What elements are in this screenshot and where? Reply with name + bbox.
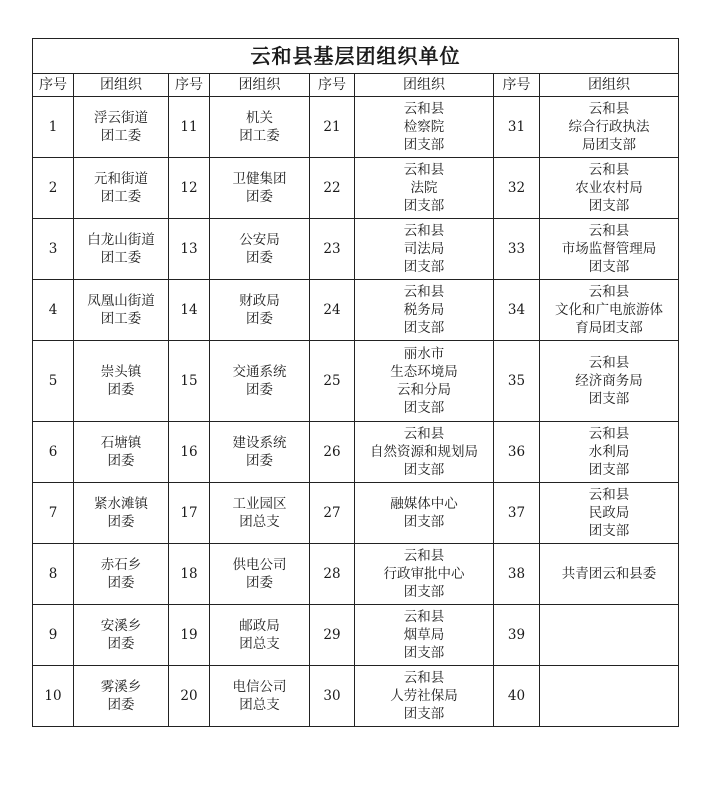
header-org: 团组织 [210,74,310,97]
serial-number-cell: 17 [169,483,210,544]
org-name-cell [74,544,169,605]
org-name-cell [74,97,169,158]
org-name-cell [355,341,494,422]
org-name-line: 卫健集团 [232,171,287,187]
serial-number-cell: 23 [310,219,355,280]
org-name-line: 团委 [107,697,135,713]
org-name-cell [210,158,310,219]
org-name-line: 云和县 [403,101,445,117]
org-name-cell [74,666,169,727]
org-name-line: 紧水滩镇 [94,496,148,512]
org-name-line: 团总支 [239,697,280,713]
org-name-line: 团委 [246,250,273,266]
org-name-cell [355,544,494,605]
org-name-line: 建设系统 [232,435,287,451]
org-name-line: 财政局 [239,293,280,309]
org-name-line: 团支部 [588,391,630,407]
serial-number-cell: 30 [310,666,355,727]
serial-number-cell: 3 [33,219,74,280]
org-name-cell [210,666,310,727]
org-name-line: 电信公司 [232,679,287,695]
org-name-cell [540,341,679,422]
org-name-cell [74,158,169,219]
org-name-cell [540,97,679,158]
header-org: 团组织 [540,74,679,97]
org-name-line: 团委 [246,453,273,469]
org-name-line: 云和县 [403,223,445,239]
serial-number-cell: 18 [169,544,210,605]
org-name-line: 团支部 [403,645,445,661]
serial-number-cell: 2 [33,158,74,219]
org-name-line: 团支部 [403,320,445,336]
org-name-cell [540,605,679,666]
org-name-line: 机关 [246,110,273,126]
header-no: 序号 [494,74,540,97]
org-name-line: 白龙山街道 [87,232,155,248]
org-name-cell [355,280,494,341]
serial-number-cell: 14 [169,280,210,341]
header-row [33,74,679,97]
org-name-line: 团支部 [403,198,445,214]
serial-number-cell: 21 [310,97,355,158]
serial-number-cell: 15 [169,341,210,422]
org-name-line: 云和县 [588,162,630,178]
serial-number-cell: 20 [169,666,210,727]
serial-number-cell: 22 [310,158,355,219]
header-no: 序号 [169,74,210,97]
org-name-cell [355,219,494,280]
table-row [33,158,679,219]
header-org: 团组织 [74,74,169,97]
org-name-line: 安溪乡 [100,618,142,634]
org-name-line: 丽水市 [403,346,445,362]
serial-number-cell: 38 [494,544,540,605]
header-no: 序号 [33,74,74,97]
org-name-line: 法院 [410,180,438,196]
serial-number-cell: 19 [169,605,210,666]
org-name-line: 云和县 [588,223,630,239]
serial-number-cell: 7 [33,483,74,544]
table-row [33,422,679,483]
org-name-cell [355,97,494,158]
org-name-line: 团委 [246,189,273,205]
serial-number-cell: 8 [33,544,74,605]
serial-number-cell: 31 [494,97,540,158]
serial-number-cell: 36 [494,422,540,483]
org-name-line: 雾溪乡 [100,679,142,695]
org-name-line: 崇头镇 [100,364,142,380]
org-name-line: 团工委 [239,128,280,144]
org-name-line: 育局团支部 [575,320,643,336]
serial-number-cell: 25 [310,341,355,422]
org-name-cell [74,422,169,483]
org-name-cell [355,422,494,483]
org-name-line: 民政局 [588,505,630,521]
org-name-line: 行政审批中心 [383,566,465,582]
org-name-cell [74,605,169,666]
serial-number-cell: 39 [494,605,540,666]
serial-number-cell: 35 [494,341,540,422]
org-name-cell [210,97,310,158]
org-name-cell [355,605,494,666]
org-name-cell [355,483,494,544]
org-name-line: 云和县 [403,284,445,300]
org-name-cell [210,341,310,422]
org-name-line: 云和县 [403,670,445,686]
org-name-line: 团支部 [403,259,445,275]
org-name-line: 团委 [107,514,135,530]
table-row [33,219,679,280]
org-name-line: 云和县 [403,162,445,178]
serial-number-cell: 6 [33,422,74,483]
org-name-cell [540,422,679,483]
org-name-line: 团委 [246,382,273,398]
org-name-line: 团支部 [403,137,445,153]
org-name-line: 石塘镇 [100,435,142,451]
org-name-line: 团工委 [100,128,142,144]
org-name-line: 云和县 [588,101,630,117]
table-row [33,544,679,605]
org-name-line: 司法局 [403,241,445,257]
serial-number-cell: 13 [169,219,210,280]
org-name-line: 云和县 [403,548,445,564]
org-name-line: 云和县 [588,487,630,503]
org-name-line: 团支部 [588,523,630,539]
table-row [33,97,679,158]
serial-number-cell: 12 [169,158,210,219]
org-name-cell [210,483,310,544]
page-title: 云和县基层团组织单位 [33,39,679,74]
org-name-cell [74,341,169,422]
table-row [33,341,679,422]
org-name-cell [210,605,310,666]
org-name-cell [74,483,169,544]
org-name-line: 烟草局 [403,627,445,643]
org-name-cell [540,483,679,544]
org-name-line: 云和县 [588,284,630,300]
org-name-line: 供电公司 [232,557,287,573]
org-name-line: 工业园区 [232,496,287,512]
org-name-cell [210,280,310,341]
table-row [33,280,679,341]
serial-number-cell: 1 [33,97,74,158]
org-name-line: 团委 [107,636,135,652]
org-name-cell [540,544,679,605]
org-name-line: 团委 [107,575,135,591]
serial-number-cell: 29 [310,605,355,666]
org-name-line: 赤石乡 [100,557,142,573]
org-name-line: 团总支 [239,636,280,652]
org-name-line: 交通系统 [232,364,287,380]
serial-number-cell: 11 [169,97,210,158]
org-name-line: 团委 [246,311,273,327]
table-row [33,666,679,727]
org-name-line: 凤凰山街道 [87,293,155,309]
org-name-cell [210,544,310,605]
org-name-cell [355,666,494,727]
header-org: 团组织 [355,74,494,97]
serial-number-cell: 32 [494,158,540,219]
serial-number-cell: 33 [494,219,540,280]
org-name-line: 云和县 [403,426,445,442]
serial-number-cell: 4 [33,280,74,341]
serial-number-cell: 27 [310,483,355,544]
serial-number-cell: 34 [494,280,540,341]
org-units-table [32,38,679,727]
org-name-line: 团工委 [100,250,142,266]
serial-number-cell: 16 [169,422,210,483]
org-name-line: 云和县 [588,426,630,442]
org-name-line: 税务局 [403,302,445,318]
org-name-line: 水利局 [588,444,630,460]
org-name-cell [540,666,679,727]
org-name-line: 公安局 [239,232,280,248]
org-name-line: 检察院 [403,119,445,135]
org-name-cell [210,422,310,483]
org-name-line: 团总支 [239,514,280,530]
org-name-cell [74,280,169,341]
org-name-line: 团委 [107,382,135,398]
org-name-line: 生态环境局 [390,364,458,380]
org-name-line: 自然资源和规划局 [370,444,478,460]
serial-number-cell: 5 [33,341,74,422]
header-no: 序号 [310,74,355,97]
org-name-line: 局团支部 [582,137,636,153]
table-row [33,605,679,666]
serial-number-cell: 26 [310,422,355,483]
org-name-line: 团支部 [403,514,445,530]
org-name-line: 云和县 [588,355,630,371]
org-name-line: 团支部 [403,706,445,722]
org-name-line: 团工委 [100,311,142,327]
org-name-line: 团支部 [588,198,630,214]
serial-number-cell: 37 [494,483,540,544]
org-name-line: 元和街道 [94,171,148,187]
org-name-cell [210,219,310,280]
org-name-cell [74,219,169,280]
org-name-line: 团支部 [588,462,630,478]
org-name-line: 农业农村局 [575,180,643,196]
org-name-line: 融媒体中心 [390,496,458,512]
serial-number-cell: 24 [310,280,355,341]
org-name-line: 团委 [107,453,135,469]
org-name-cell [355,158,494,219]
org-name-line: 团支部 [403,584,445,600]
serial-number-cell: 9 [33,605,74,666]
org-name-line: 浮云街道 [94,110,148,126]
org-name-line: 团支部 [403,462,445,478]
org-name-cell [540,280,679,341]
org-name-cell [540,219,679,280]
org-name-line: 综合行政执法 [568,119,650,135]
org-name-line: 团支部 [588,259,630,275]
org-name-line: 经济商务局 [575,373,643,389]
org-name-cell [540,158,679,219]
org-name-line: 文化和广电旅游体 [555,302,663,318]
org-name-line: 人劳社保局 [390,688,458,704]
org-name-line: 云和县 [403,609,445,625]
org-name-line: 团委 [246,575,273,591]
org-name-line: 邮政局 [239,618,280,634]
org-name-line: 共青团云和县委 [561,566,657,582]
org-name-line: 市场监督管理局 [561,241,657,257]
serial-number-cell: 28 [310,544,355,605]
table-row [33,483,679,544]
serial-number-cell: 10 [33,666,74,727]
title-row [33,39,679,74]
org-name-line: 团工委 [100,189,142,205]
org-name-line: 团支部 [403,400,445,416]
serial-number-cell: 40 [494,666,540,727]
org-name-line: 云和分局 [397,382,451,398]
